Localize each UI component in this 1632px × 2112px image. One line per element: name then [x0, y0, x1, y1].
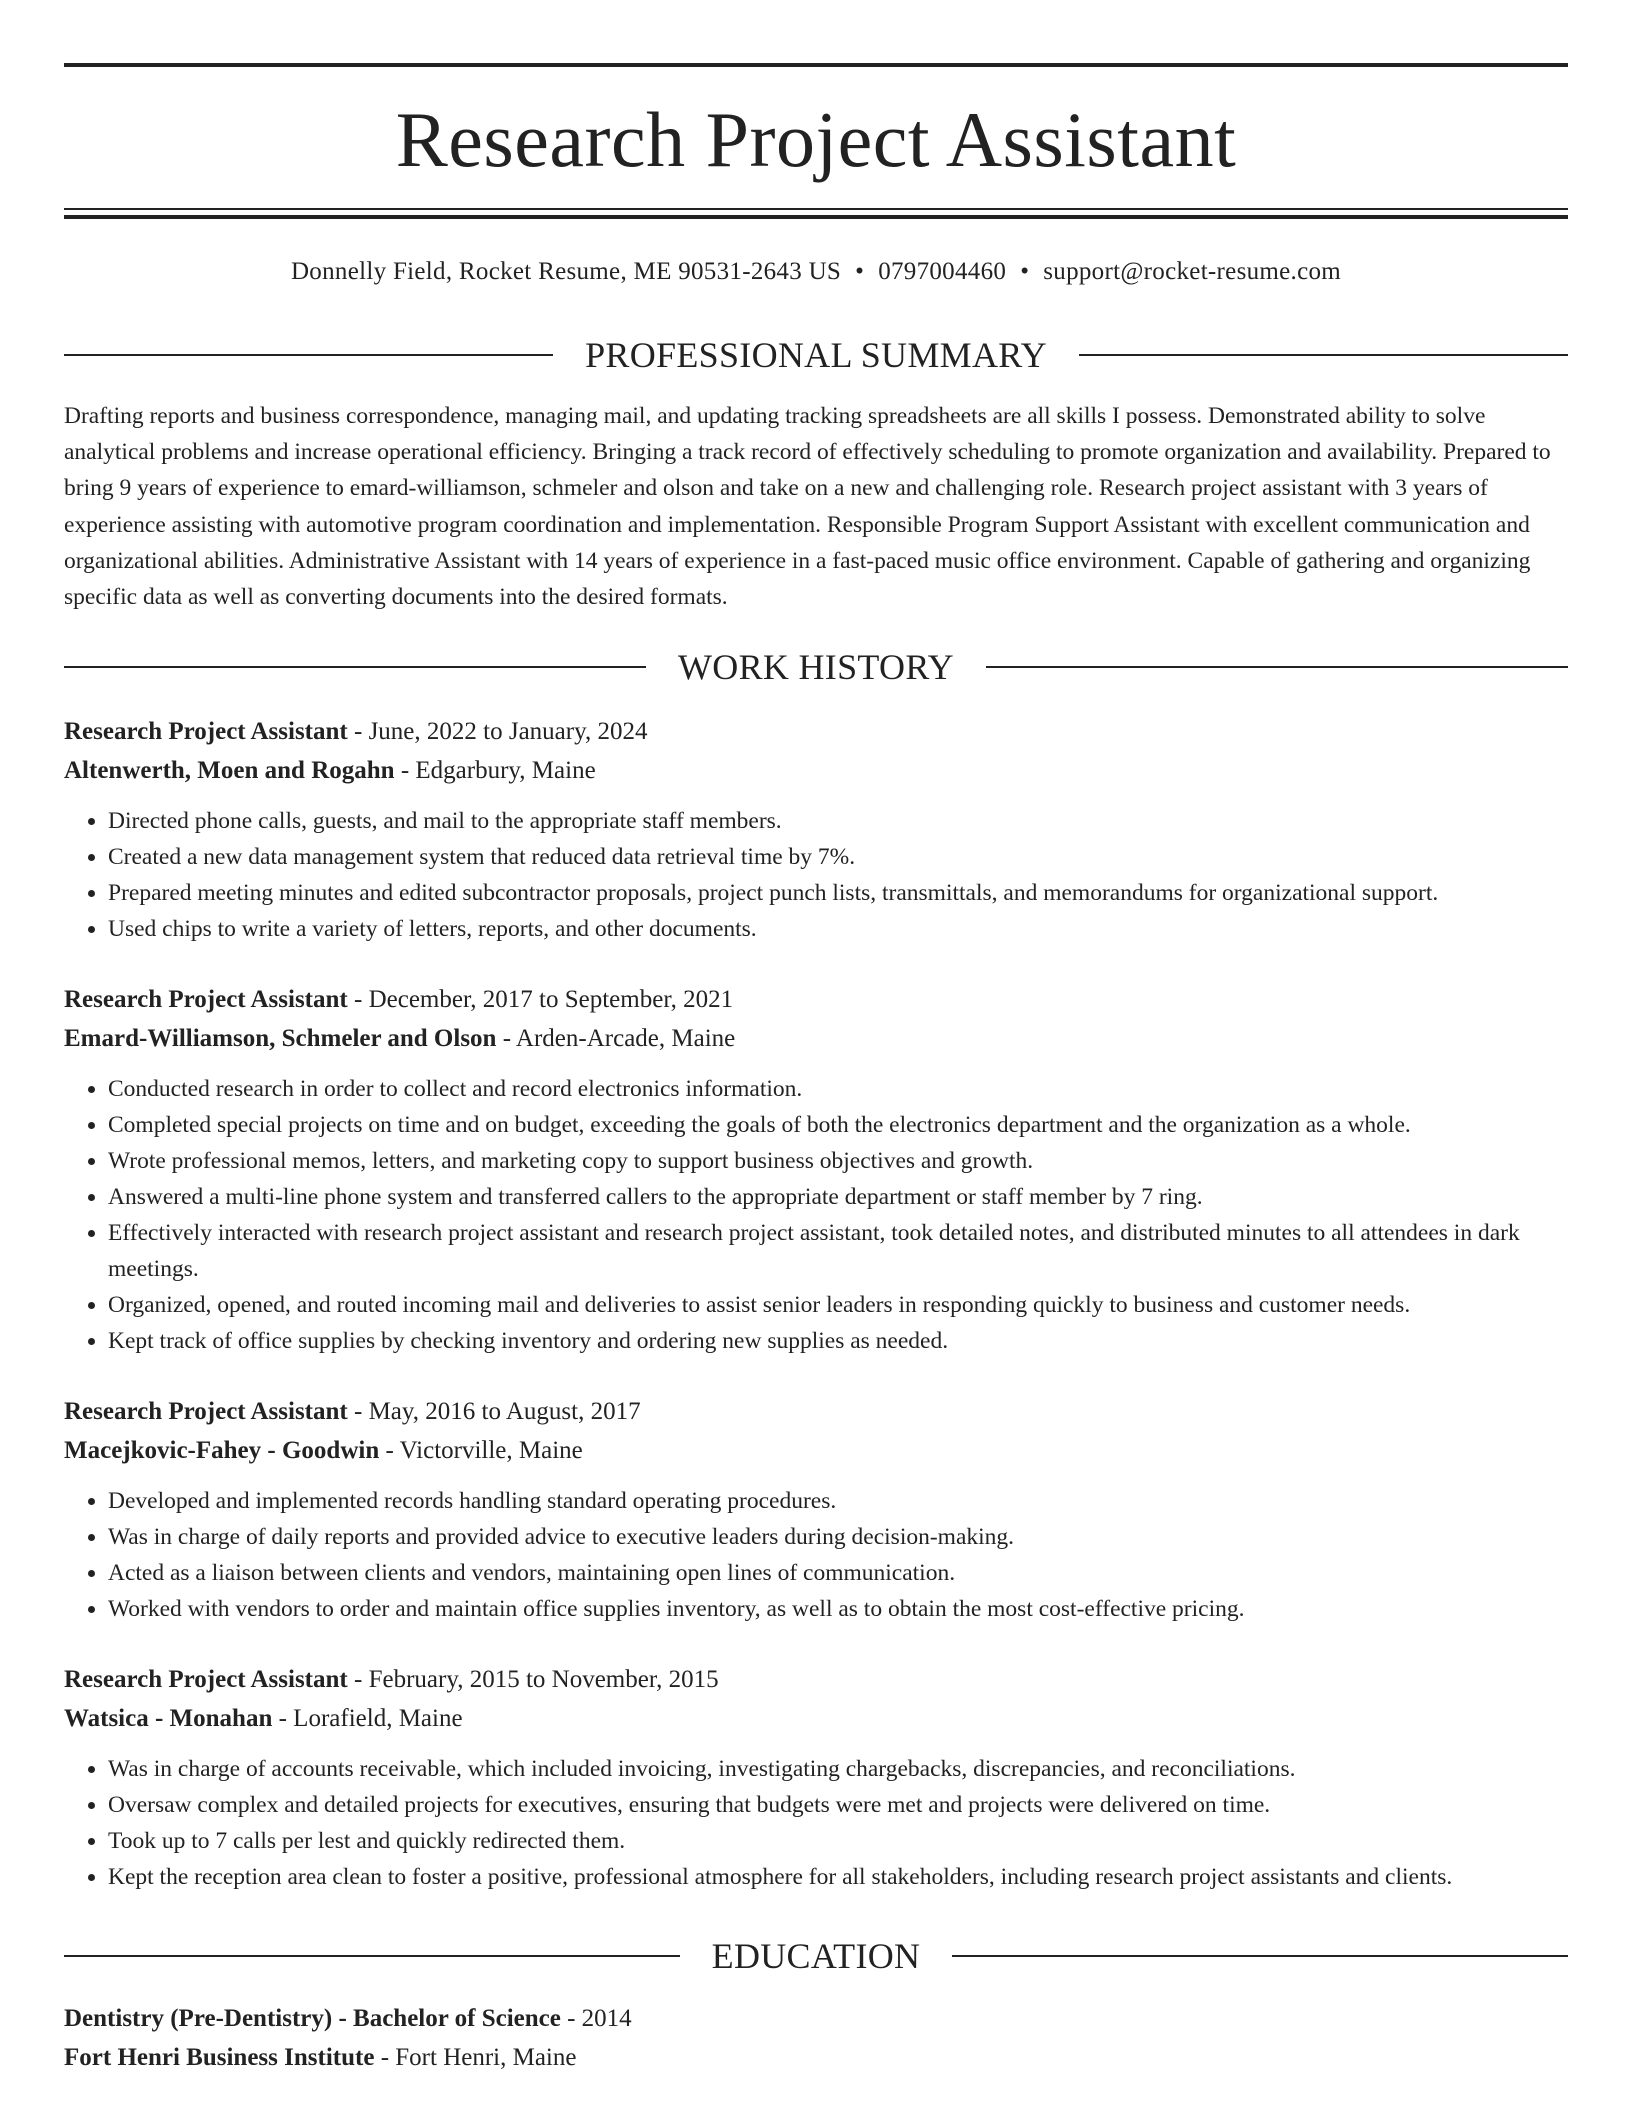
- job-title: Research Project Assistant: [64, 986, 348, 1013]
- job-location: - Arden-Arcade, Maine: [496, 1025, 736, 1052]
- job-bullet: • Created a new data management system that reduced data retrieval time by 7%.: [108, 839, 1568, 875]
- education-school: Fort Henri Business Institute: [64, 2044, 375, 2071]
- job-bullet: • Effectively interacted with research project assistant and research project assistant, took detailed notes, and distributed minutes to all attendees in dark meetings.: [108, 1215, 1568, 1287]
- job-company: Macejkovic-Fahey - Goodwin: [64, 1437, 380, 1464]
- page-title: Research Project Assistant: [395, 96, 1237, 183]
- section-header-work: [64, 643, 1568, 691]
- title-rule-thin: [64, 208, 1568, 210]
- job-bullet: • Answered a multi-line phone system and transferred callers to the appropriate department or staff member by 7 ring.: [108, 1179, 1568, 1215]
- section-heading: PROFESSIONAL SUMMARY: [585, 335, 1047, 375]
- job-company-line: [64, 751, 1568, 790]
- job-entry: [64, 712, 1568, 947]
- job-company: Emard-Williamson, Schmeler and Olson: [64, 1025, 497, 1052]
- contact-phone: 0797004460: [878, 258, 1007, 285]
- title-rule-thick: [64, 215, 1568, 219]
- job-title: Research Project Assistant: [64, 1666, 348, 1693]
- job-bullet: • Developed and implemented records handling standard operating procedures.: [108, 1483, 1568, 1519]
- job-company-line: [64, 1019, 1568, 1058]
- job-company: Altenwerth, Moen and Rogahn: [64, 757, 395, 784]
- contact-line: [64, 254, 1568, 290]
- job-bullets: [64, 1751, 1568, 1895]
- job-bullet: • Kept track of office supplies by checking inventory and ordering new supplies as needed.: [108, 1323, 1568, 1359]
- top-rule: [64, 63, 1568, 67]
- job-bullets: [64, 1483, 1568, 1627]
- job-title-line: [64, 712, 1568, 751]
- job-company-line: [64, 1431, 1568, 1470]
- job-company: Watsica - Monahan: [64, 1705, 273, 1732]
- job-entry: [64, 1392, 1568, 1627]
- section-rule-left: [64, 354, 553, 356]
- section-heading: WORK HISTORY: [678, 647, 954, 687]
- education-location: - Fort Henri, Maine: [374, 2044, 577, 2071]
- job-title-line: [64, 980, 1568, 1019]
- section-header-summary: [64, 331, 1568, 379]
- section-rule-left: [64, 666, 646, 668]
- job-dates: - December, 2017 to September, 2021: [347, 986, 734, 1013]
- job-entry: [64, 980, 1568, 1359]
- section-rule-right: [952, 1955, 1568, 1957]
- summary-text: Drafting reports and business correspondence, managing mail, and updating tracking spreadsheets are all skills I possess. Demonstrated ability to solve analytical problems and increase operational efficiency. Bringing a track record of effectively scheduling to promote organization and availability. Prepared to bring 9 years of experience to emard-williamson, schmeler and olson and take on a new and challenging role. Research project assistant with 3 years of experience assisting with automotive program coordination and implementation. Responsible Program Support Assistant with excellent communication and organizational abilities. Administrative Assistant with 14 years of experience in a fast-paced music office environment. Capable of gathering and organizing specific data as well as converting documents into the desired formats.: [64, 403, 1551, 611]
- job-bullet: • Worked with vendors to order and maintain office supplies inventory, as well as to obtain the most cost-effective pricing.: [108, 1591, 1568, 1627]
- section-header-education: [64, 1932, 1568, 1980]
- job-location: - Lorafield, Maine: [272, 1705, 463, 1732]
- job-bullet: • Conducted research in order to collect and record electronics information.: [108, 1071, 1568, 1107]
- education-school-line: [64, 2038, 1568, 2077]
- job-bullet: • Acted as a liaison between clients and vendors, maintaining open lines of communication.: [108, 1555, 1568, 1591]
- contact-email: support@rocket-resume.com: [1043, 258, 1342, 285]
- job-bullet: • Wrote professional memos, letters, and marketing copy to support business objectives and growth.: [108, 1143, 1568, 1179]
- job-title-line: [64, 1660, 1568, 1699]
- job-location: - Victorville, Maine: [379, 1437, 583, 1464]
- job-bullet: • Took up to 7 calls per lest and quickly redirected them.: [108, 1823, 1568, 1859]
- contact-separator: •: [1020, 258, 1030, 285]
- job-bullets: [64, 803, 1568, 947]
- education-degree-line: [64, 1999, 1568, 2038]
- job-title: Research Project Assistant: [64, 1398, 348, 1425]
- job-bullet: • Was in charge of daily reports and provided advice to executive leaders during decision-making.: [108, 1519, 1568, 1555]
- job-entry: [64, 1660, 1568, 1895]
- job-location: - Edgarbury, Maine: [394, 757, 596, 784]
- job-bullet: • Prepared meeting minutes and edited subcontractor proposals, project punch lists, transmittals, and memorandums for organizational support.: [108, 875, 1568, 911]
- section-rule-right: [986, 666, 1568, 668]
- job-bullet: • Kept the reception area clean to foster a positive, professional atmosphere for all stakeholders, including research project assistants and clients.: [108, 1859, 1568, 1895]
- job-dates: - February, 2015 to November, 2015: [347, 1666, 719, 1693]
- job-bullet: • Oversaw complex and detailed projects for executives, ensuring that budgets were met and projects were delivered on time.: [108, 1787, 1568, 1823]
- job-bullet: • Was in charge of accounts receivable, which included invoicing, investigating chargebacks, discrepancies, and reconciliations.: [108, 1751, 1568, 1787]
- job-bullet: • Directed phone calls, guests, and mail to the appropriate staff members.: [108, 803, 1568, 839]
- contact-address: Donnelly Field, Rocket Resume, ME 90531-2643 US: [290, 258, 842, 285]
- job-dates: - May, 2016 to August, 2017: [347, 1398, 641, 1425]
- education-entry: [64, 1999, 1568, 2077]
- job-bullet: • Completed special projects on time and on budget, exceeding the goals of both the electronics department and the organization as a whole.: [108, 1107, 1568, 1143]
- job-title: Research Project Assistant: [64, 718, 348, 745]
- job-bullet: • Organized, opened, and routed incoming mail and deliveries to assist senior leaders in responding quickly to business and customer needs.: [108, 1287, 1568, 1323]
- job-dates: - June, 2022 to January, 2024: [347, 718, 648, 745]
- job-company-line: [64, 1699, 1568, 1738]
- work-history-list: [64, 712, 1568, 1928]
- section-rule-left: [64, 1955, 680, 1957]
- education-year: - 2014: [560, 2005, 632, 2032]
- job-title-line: [64, 1392, 1568, 1431]
- section-rule-right: [1079, 354, 1568, 356]
- job-bullets: [64, 1071, 1568, 1359]
- contact-separator: •: [855, 258, 865, 285]
- job-bullet: • Used chips to write a variety of letters, reports, and other documents.: [108, 911, 1568, 947]
- education-degree: Dentistry (Pre-Dentistry) - Bachelor of Science: [64, 2005, 561, 2032]
- section-heading: EDUCATION: [711, 1936, 921, 1976]
